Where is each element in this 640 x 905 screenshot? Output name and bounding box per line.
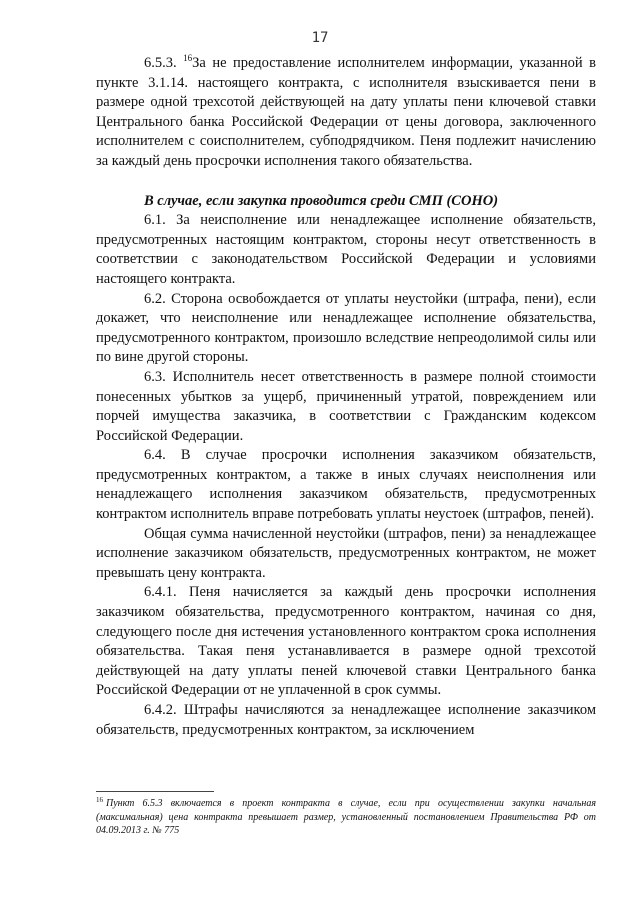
paragraph-6-4-total: Общая сумма начисленной неустойки (штрафов, пени) за ненадлежащее исполнение заказчиком обязательств, предусмотренных контрактом, не может превышать цену контракта. bbox=[96, 525, 596, 581]
footnote-mark: 16 bbox=[96, 795, 103, 804]
footnote-text: Пункт 6.5.3 включается в проект контракта в случае, если при осуществлении закупки начальная (максимальная) цена контракта превышает размер, установленный постановлением Правительства РФ от 04.09.2013 г. № 775 bbox=[96, 798, 596, 836]
footnote bbox=[96, 797, 596, 838]
paragraph-6-5-3 bbox=[96, 54, 596, 172]
section-heading: В случае, если закупка проводится среди СМП (СОНО) bbox=[144, 192, 499, 209]
paragraph-6-4: 6.4. В случае просрочки исполнения заказчиком обязательств, предусмотренных контрактом, а также в иных случаях неисполнения или ненадлежащего исполнения заказчиком обязательств, предусмотренных контрактом исполнитель вправе потребовать уплаты неустоек (штрафов, пеней). bbox=[96, 447, 596, 523]
paragraph-6-2: 6.2. Сторона освобождается от уплаты неустойки (штрафа, пени), если докажет, что неисполнение или ненадлежащее исполнение обязательства, предусмотренного контрактом, произошло вследствие непреодолимой силы или по вине другой стороны. bbox=[96, 290, 596, 366]
paragraph-number: 6.5.3. bbox=[144, 55, 177, 71]
footnote-divider bbox=[96, 791, 214, 792]
page-number: 17 bbox=[311, 30, 329, 46]
document-body bbox=[96, 54, 596, 740]
paragraph-6-4-1: 6.4.1. Пеня начисляется за каждый день просрочки исполнения заказчиком обязательства, предусмотренного контрактом, начиная со дня, следующего после дня истечения установленного контрактом срока исполнения обязательства. Такая пеня устанавливается в размере одной трехсотой действующей на дату уплаты пеней ключевой ставки Центрального банка Российской Федерации от не уплаченной в срок суммы. bbox=[96, 584, 596, 699]
paragraph-6-1: 6.1. За неисполнение или ненадлежащее исполнение обязательств, предусмотренных настоящим контрактом, стороны несут ответственность в соответствии с законодательством Российской Федерации и условиями настоящего контракта. bbox=[96, 212, 596, 287]
footnote-reference: 16 bbox=[183, 53, 193, 64]
paragraph-6-4-2: 6.4.2. Штрафы начисляются за ненадлежащее исполнение заказчиком обязательств, предусмотренных контрактом, за исключением bbox=[96, 702, 596, 738]
paragraph-6-3: 6.3. Исполнитель несет ответственность в размере полной стоимости понесенных убытков за ущерб, причиненный утратой, повреждением или порчей имущества заказчика, в соответствии с Гражданским кодексом Российской Федерации. bbox=[96, 368, 596, 444]
paragraph-text: За не предоставление исполнителем информации, указанной в пункте 3.1.14. настоящего контракта, с исполнителя взыскивается пени в размере одной трехсотой действующей на дату уплаты пени ключевой ставки Центрального банка Российской Федерации от цены договора, заключенного исполнителем с соисполнителем, субподрядчиком. Пеня подлежит начислению за каждый день просрочки исполнения такого обязательства. bbox=[96, 55, 597, 169]
